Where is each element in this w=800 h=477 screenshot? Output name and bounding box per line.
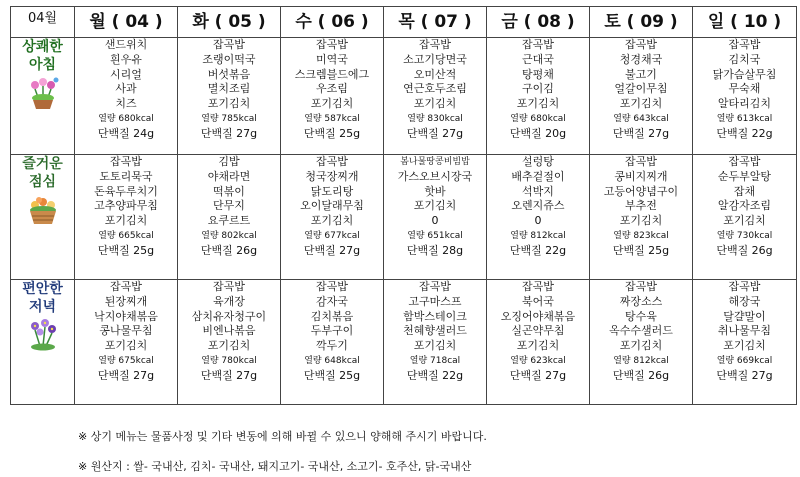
menu-item: 돈육두루치기 <box>94 184 158 198</box>
menu-item: 된장찌개 <box>104 294 148 308</box>
menu-item: 탕수육 <box>625 309 657 323</box>
menu-item: 구이김 <box>522 82 554 96</box>
menu-item: 취나물무침 <box>717 324 772 338</box>
menu-item: 멸치조림 <box>207 82 251 96</box>
day-header-sat: 토 ( 09 ) <box>590 7 693 38</box>
menu-cell-lunch-sun <box>693 155 797 280</box>
menu-item: 도토리묵국 <box>99 169 153 183</box>
menu-item: 육개장 <box>213 294 245 308</box>
menu-item: 김치볶음 <box>310 309 354 323</box>
menu-item: 오이달래무침 <box>300 199 364 213</box>
menu-item: 포기김치 <box>413 199 457 213</box>
menu-item: 단백질 27g <box>406 126 464 140</box>
day-header-sun: 일 ( 10 ) <box>693 7 797 38</box>
menu-item: 열량 648kcal <box>304 355 360 366</box>
menu-item: 잡곡밥 <box>728 280 761 293</box>
menu-item: 잡곡밥 <box>316 280 348 293</box>
menu-item: 무숙채 <box>728 82 761 96</box>
menu-item: 콩비지찌개 <box>614 169 668 183</box>
menu-item: 소고기당면국 <box>403 52 467 66</box>
menu-cell-lunch-sat <box>590 155 693 280</box>
menu-item: 포기김치 <box>207 97 251 111</box>
menu-item: 짜장소스 <box>619 294 663 308</box>
menu-cell-dinner-fri <box>487 280 590 405</box>
menu-cell-dinner-sat <box>590 280 693 405</box>
menu-item: 단백질 22g <box>716 126 773 140</box>
meal-label-cell-lunch <box>11 155 75 280</box>
menu-cell-lunch-thu <box>384 155 487 280</box>
menu-item: 고추양파무침 <box>94 199 158 213</box>
menu-item: 단백질 25g <box>303 126 361 140</box>
weekly-meal-table <box>10 6 797 405</box>
menu-item: 잡곡밥 <box>110 280 142 293</box>
menu-item: 단백질 24g <box>97 126 155 140</box>
menu-item: 열량 785kcal <box>201 113 257 124</box>
menu-item: 잡곡밥 <box>522 280 554 293</box>
flower-basket-icon <box>11 193 74 227</box>
menu-item: 단백질 26g <box>200 243 258 257</box>
menu-cell-breakfast-sun <box>693 38 797 155</box>
menu-item: 오징어야채볶음 <box>500 309 576 323</box>
meal-label-lunch-line-1: 점심 <box>28 174 57 190</box>
menu-item: 가스오브시장국 <box>397 169 473 183</box>
meal-label-lunch-line-0: 즐거운 <box>22 156 63 172</box>
menu-cell-breakfast-sat <box>590 38 693 155</box>
menu-item: 잡곡밥 <box>419 280 451 293</box>
menu-item: 잡곡밥 <box>316 155 348 168</box>
menu-item: 얼갈이무침 <box>614 82 668 96</box>
menu-item: 열량 680kcal <box>98 113 154 124</box>
meal-row-dinner <box>11 280 797 405</box>
menu-cell-breakfast-wed <box>281 38 384 155</box>
menu-item: 배추겉절이 <box>511 169 565 183</box>
menu-item: 오미산적 <box>413 67 457 81</box>
origin-note: ※ 원산지 : 쌀- 국내산, 김치- 국내산, 돼지고기- 국내산, 소고기- 호주산, 닭-국내산 <box>78 460 472 473</box>
menu-item: 야채라면 <box>207 169 251 183</box>
menu-cell-dinner-sun <box>693 280 797 405</box>
menu-item: 버섯볶음 <box>207 67 251 81</box>
day-header-fri: 금 ( 08 ) <box>487 7 590 38</box>
menu-item: 열량 675kcal <box>98 355 154 366</box>
menu-item: 열량 823kcal <box>613 230 669 241</box>
menu-item: 우조림 <box>316 82 348 96</box>
purple-flowers-icon <box>11 318 74 352</box>
menu-item: 포기김치 <box>104 214 148 228</box>
menu-item: 순두부알탕 <box>717 169 772 183</box>
menu-item: 포기김치 <box>207 339 251 353</box>
menu-item: 실곤약무침 <box>511 324 565 338</box>
menu-item: 단백질 27g <box>97 368 155 382</box>
menu-item: 포기김치 <box>723 339 766 353</box>
menu-item: 요쿠르트 <box>207 214 251 228</box>
menu-cell-dinner-wed <box>281 280 384 405</box>
menu-item: 단백질 27g <box>509 368 567 382</box>
menu-item: 단백질 27g <box>200 368 258 382</box>
menu-cell-breakfast-tue <box>178 38 281 155</box>
menu-item: 열량 643kcal <box>613 113 669 124</box>
menu-item: 열량 812kcal <box>510 230 566 241</box>
menu-item: 잡곡밥 <box>110 155 142 168</box>
header-row <box>11 7 797 38</box>
menu-item: 청경채국 <box>619 52 663 66</box>
menu-item: 단백질 20g <box>509 126 567 140</box>
menu-item: 열량 812kcal <box>613 355 669 366</box>
menu-item: 핫바 <box>424 184 446 198</box>
menu-item: 떡볶이 <box>213 184 245 198</box>
menu-item: 단백질 25g <box>612 243 670 257</box>
menu-item: 포기김치 <box>310 97 354 111</box>
meal-label-breakfast-line-0: 상쾌한 <box>22 39 63 55</box>
menu-item: 청국장찌개 <box>305 169 359 183</box>
menu-item: 낙지야채볶음 <box>94 309 158 323</box>
menu-item: 포기김치 <box>723 214 766 228</box>
meal-label-breakfast-line-1: 아침 <box>28 57 57 73</box>
menu-item: 열량 802kcal <box>201 230 257 241</box>
menu-item: 잡곡밥 <box>625 38 657 51</box>
menu-item: 잡곡밥 <box>419 38 451 51</box>
menu-item: 열량 680kcal <box>510 113 566 124</box>
menu-item: 포기김치 <box>516 339 560 353</box>
menu-item: 북어국 <box>522 294 554 308</box>
menu-item: 감자국 <box>316 294 348 308</box>
month-header: 04월 <box>11 7 75 38</box>
menu-cell-lunch-fri <box>487 155 590 280</box>
menu-item: 설렁탕 <box>522 155 554 168</box>
menu-item: 잡곡밥 <box>316 38 348 51</box>
menu-item: 열량 623kcal <box>510 355 566 366</box>
menu-item: 두부구이 <box>310 324 354 338</box>
menu-item: 포기김치 <box>310 214 354 228</box>
flower-pot-icon <box>11 76 74 110</box>
menu-item: 달걀말이 <box>723 309 766 323</box>
menu-item: 열량 587kcal <box>304 113 360 124</box>
menu-item: 잡곡밥 <box>625 280 657 293</box>
menu-item: 흰우유 <box>110 52 142 66</box>
menu-item: 오렌지쥬스 <box>511 199 565 213</box>
menu-item: 단백질 25g <box>97 243 155 257</box>
day-header-wed: 수 ( 06 ) <box>281 7 384 38</box>
meal-label-dinner-line-1: 저녁 <box>28 299 57 315</box>
menu-cell-dinner-mon <box>75 280 178 405</box>
menu-item: 천혜향샐러드 <box>403 324 467 338</box>
menu-item: 스크렘블드에그 <box>294 67 370 81</box>
meal-row-lunch <box>11 155 797 280</box>
menu-item: 콩나물무침 <box>99 324 153 338</box>
meal-row-breakfast <box>11 38 797 155</box>
menu-cell-dinner-thu <box>384 280 487 405</box>
menu-item: 단백질 27g <box>303 243 361 257</box>
menu-item: 사과 <box>115 82 137 96</box>
menu-item: 탕평채 <box>522 67 554 81</box>
menu-item: 잡채 <box>733 184 756 198</box>
menu-item: 연근호두조림 <box>403 82 467 96</box>
menu-item: 함박스테이크 <box>403 309 467 323</box>
menu-item: 단백질 26g <box>716 243 773 257</box>
menu-item: 봄나물땅콩비빔밥 <box>400 157 470 167</box>
menu-item: 열량 677kcal <box>304 230 360 241</box>
menu-item: 포기김치 <box>619 97 663 111</box>
menu-item: 조랭이떡국 <box>202 52 256 66</box>
menu-item: 단백질 27g <box>612 126 670 140</box>
menu-item: 삼치유자청구이 <box>191 309 267 323</box>
menu-cell-breakfast-fri <box>487 38 590 155</box>
menu-item: 석박지 <box>522 184 554 198</box>
menu-item: 0 <box>431 214 439 228</box>
menu-item: 알타리김치 <box>717 97 772 111</box>
menu-item: 열량 830kcal <box>407 113 463 124</box>
menu-item: 단백질 27g <box>716 368 773 382</box>
menu-item: 포기김치 <box>413 339 457 353</box>
menu-cell-lunch-mon <box>75 155 178 280</box>
day-header-mon: 월 ( 04 ) <box>75 7 178 38</box>
menu-item: 포기김치 <box>516 97 560 111</box>
menu-item: 닭가슴살무침 <box>712 67 777 81</box>
menu-cell-lunch-tue <box>178 155 281 280</box>
menu-item: 단백질 27g <box>200 126 258 140</box>
menu-cell-breakfast-mon <box>75 38 178 155</box>
menu-item: 잡곡밥 <box>213 280 245 293</box>
menu-item: 시리얼 <box>110 67 142 81</box>
menu-item: 열량 780kcal <box>201 355 257 366</box>
menu-item: 열량 651kcal <box>407 230 463 241</box>
menu-item: 열량 730kcal <box>716 230 773 241</box>
menu-item: 열량 613kcal <box>716 113 773 124</box>
menu-item: 잡곡밥 <box>728 155 761 168</box>
menu-item: 옥수수샐러드 <box>609 324 673 338</box>
meal-label-cell-breakfast <box>11 38 75 155</box>
menu-item: 불고기 <box>625 67 657 81</box>
menu-item: 단백질 22g <box>509 243 567 257</box>
menu-item: 단백질 25g <box>303 368 361 382</box>
meal-label-dinner-line-0: 편안한 <box>22 281 63 297</box>
menu-cell-dinner-tue <box>178 280 281 405</box>
menu-item: 근대국 <box>522 52 554 66</box>
menu-item: 치즈 <box>115 97 137 111</box>
menu-item: 닭도리탕 <box>310 184 354 198</box>
menu-item: 열량 718cal <box>409 355 461 366</box>
menu-item: 비엔나볶음 <box>202 324 256 338</box>
menu-item: 해장국 <box>728 294 761 308</box>
menu-item: 고등어양념구이 <box>603 184 679 198</box>
menu-cell-lunch-wed <box>281 155 384 280</box>
menu-item: 단백질 28g <box>406 243 464 257</box>
menu-item: 잡곡밥 <box>522 38 554 51</box>
menu-item: 잡곡밥 <box>728 38 761 51</box>
menu-item: 열량 665kcal <box>98 230 154 241</box>
menu-item: 고구마스프 <box>408 294 462 308</box>
menu-item: 단백질 22g <box>406 368 464 382</box>
menu-item: 잡곡밥 <box>625 155 657 168</box>
menu-item: 부추전 <box>625 199 657 213</box>
menu-item: 알감자조림 <box>717 199 772 213</box>
menu-change-note: ※ 상기 메뉴는 물품사정 및 기타 변동에 의해 바뀔 수 있으니 양해해 주시기 바랍니다. <box>78 430 487 443</box>
menu-item: 포기김치 <box>619 214 663 228</box>
menu-item: 포기김치 <box>104 339 148 353</box>
day-header-thu: 목 ( 07 ) <box>384 7 487 38</box>
menu-item: 포기김치 <box>413 97 457 111</box>
day-header-tue: 화 ( 05 ) <box>178 7 281 38</box>
menu-item: 샌드위치 <box>104 38 148 51</box>
menu-item: 깍두기 <box>316 339 348 353</box>
menu-item: 단무지 <box>213 199 245 213</box>
menu-item: 열량 669kcal <box>716 355 773 366</box>
menu-item: 0 <box>534 214 542 228</box>
meal-label-cell-dinner <box>11 280 75 405</box>
menu-item: 단백질 26g <box>612 368 670 382</box>
menu-item: 김치국 <box>728 52 761 66</box>
menu-item: 김밥 <box>218 155 240 168</box>
menu-item: 미역국 <box>316 52 348 66</box>
menu-item: 잡곡밥 <box>213 38 245 51</box>
menu-item: 포기김치 <box>619 339 663 353</box>
menu-cell-breakfast-thu <box>384 38 487 155</box>
